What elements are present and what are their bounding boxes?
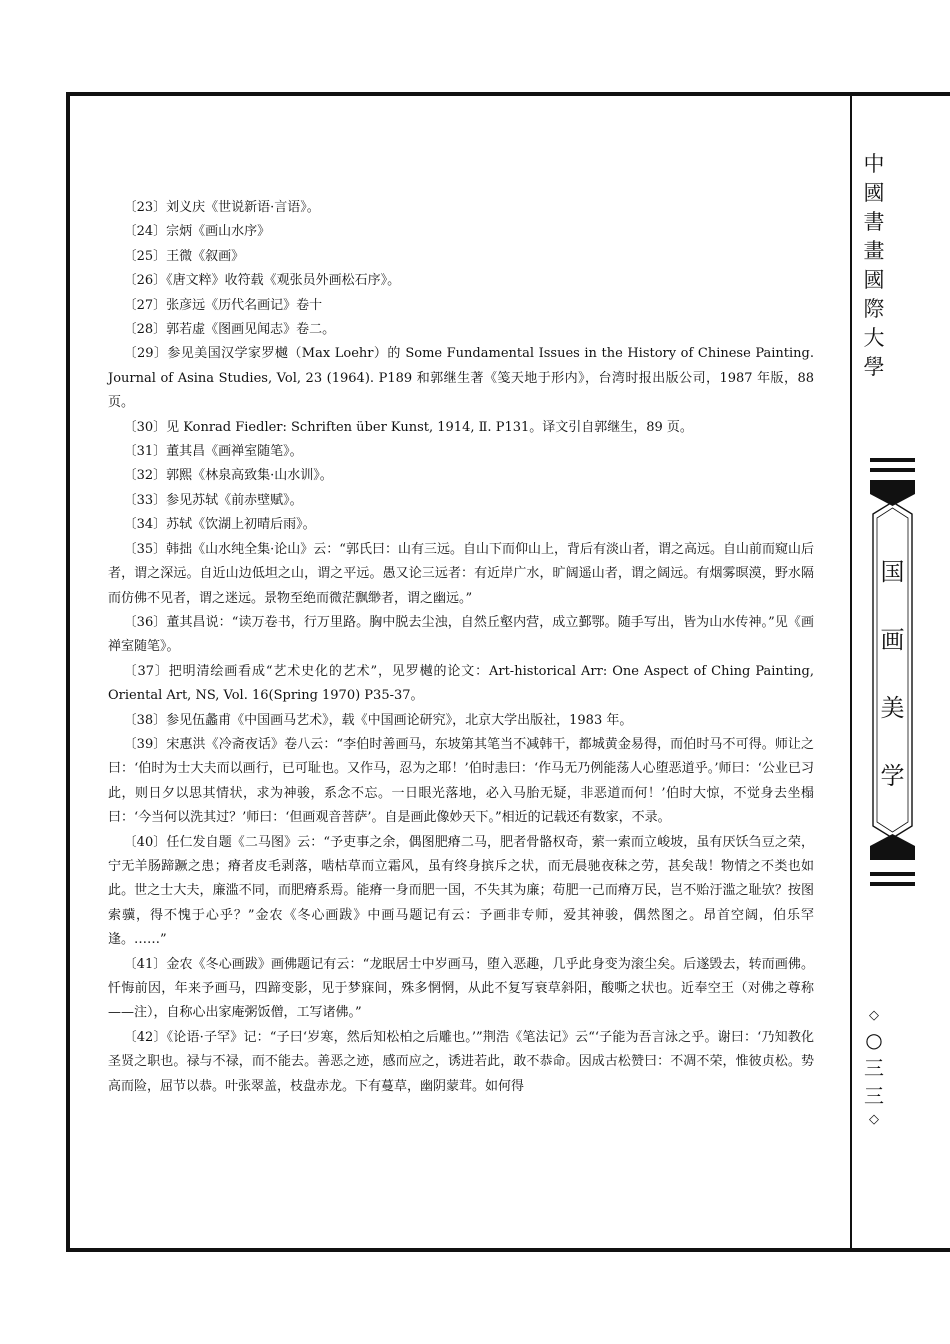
- book-title-panel: [870, 480, 915, 860]
- page-frame-top-border: [66, 92, 950, 96]
- page-number-char: 三: [864, 1056, 884, 1080]
- page-number-char: 三: [864, 1084, 884, 1108]
- endnote-23: 〔23〕刘义庆《世说新语·言语》。: [123, 200, 320, 215]
- endnote-39: 〔39〕宋惠洪《冷斋夜话》卷八云：“李伯时善画马，东坡第其笔当不减韩干，都城黄金易得，而伯时马不可得。师让之曰：‘伯时为士大夫而以画行，已可耻也。又作马，忍为之耶！’伯时恚曰：‘作马无乃例能荡人心堕恶道乎。’师曰：‘公业已习此，则日夕以思其情状，求为神骏，系念不忘。一日眼光落地，必入马胎无疑，非恶道而何！’伯时大惊，不觉身去坐榻曰：‘今当何以洗其过？’师曰：‘但画观音菩萨’。自是画此像妙天下。”相近的记载还有数家，不录。: [108, 736, 814, 826]
- university-char: 畫: [863, 239, 885, 263]
- university-char: 大: [863, 326, 885, 350]
- university-name-vertical: [862, 150, 886, 382]
- title-panel-top-bar: [870, 468, 915, 472]
- endnote-30: 〔30〕见 Konrad Fiedler: Schriften über Kunst, 1914, Ⅱ. P131。译文引自郭继生，89 页。: [123, 419, 693, 435]
- title-panel-bottom-bar: [870, 872, 915, 876]
- page-number: [862, 1006, 886, 1130]
- sidebar-divider-line: [850, 92, 852, 1252]
- endnote-37: 〔37〕把明清绘画看成“艺术史化的艺术”，见罗樾的论文：Art-historical Arr: One Aspect of Ching Painting, Oriental Art, NS, Vol. 16(Spring 1970) P35-37。: [108, 663, 814, 704]
- page-number-char: ○: [865, 1028, 883, 1052]
- university-char: 中: [863, 152, 885, 176]
- book-title-char: 画: [880, 626, 905, 654]
- university-char: 國: [863, 181, 885, 205]
- endnote-35: 〔35〕韩拙《山水纯全集·论山》云：“郭氏曰：山有三远。自山下而仰山上，背后有淡山者，谓之高远。自山前而窥山后者，谓之深远。自近山边低坦之山，谓之平远。愚又论三远者：有近岸广水，旷阔遥山者，谓之阔远。有烟雾暝漠，野水隔而仿佛不见者，谓之迷远。景物至绝而微茫飘缈者，谓之幽远。”: [108, 541, 814, 606]
- endnote-36: 〔36〕董其昌说：“读万卷书，行万里路。胸中脱去尘浊，自然丘壑内营，成立鄞鄂。随手写出，皆为山水传神。”见《画禅室随笔》。: [108, 614, 814, 655]
- diamond-ornament-icon: ◇: [869, 1008, 879, 1023]
- page-frame-left-border: [66, 92, 70, 1252]
- book-title-char: 美: [880, 694, 905, 722]
- endnote-28: 〔28〕郭若虚《图画见闻志》卷二。: [123, 322, 336, 338]
- endnote-25: 〔25〕王微《叙画》: [123, 248, 245, 264]
- endnote-34: 〔34〕苏轼《饮湖上初晴后雨》。: [123, 517, 316, 533]
- diamond-ornament-icon: ◇: [869, 1112, 879, 1127]
- title-panel-bottom-bar: [870, 882, 915, 886]
- endnote-32: 〔32〕郭熙《林泉高致集·山水训》。: [123, 468, 333, 484]
- endnote-33: 〔33〕参见苏轼《前赤壁赋》。: [123, 492, 303, 508]
- endnote-31: 〔31〕董其昌《画禅室随笔》。: [123, 444, 303, 460]
- endnote-42: 〔42〕《论语·子罕》记：“子曰‘岁寒，然后知松柏之后雕也。’”荆浩《笔法记》云“‘子能为吾言泳之乎。谢曰：‘乃知教化圣贤之职也。禄与不禄，而不能去。善恶之迹，感而应之，诱进若此，敢不恭命。因成古松赞曰：不凋不荣，惟彼贞松。势高而险，屈节以恭。叶张翠盖，枝盘赤龙。下有蔓草，幽阴蒙茸。如何得: [108, 1029, 814, 1094]
- university-char: 學: [863, 355, 885, 379]
- endnote-40: 〔40〕任仁发自题《二马图》云：“予吏事之余，偶图肥瘠二马，肥者骨骼权奇，萦一索而立峻坡，虽有厌饫刍豆之荣，宁无羊肠蹄蹶之患；瘠者皮毛剥落，啮枯草而立霜风，虽有终身摈斥之状，而无晨驰夜秣之劳，甚矣哉！物情之不类也如此。世之士大夫，廉滥不同，而肥瘠系焉。能瘠一身而肥一国，不失其为廉；苟肥一己而瘠万民，岂不贻汙滥之耻欤？按图索骥，得不愧于心乎？”金农《冬心画跋》中画马题记有云：予画非专师，爱其神骏，偶然图之。昂首空阔，伯乐罕逢。……”: [108, 834, 814, 948]
- endnotes-body: [108, 196, 814, 1099]
- endnote-24: 〔24〕宗炳《画山水序》: [123, 224, 271, 240]
- endnote-29: 〔29〕参见美国汉学家罗樾（Max Loehr）的 Some Fundamental Issues in the History of Chinese Painting. Journal of Asina Studies, Vol, 23 (1964). P189 和郭继生著《笺天地于形内》，台湾时报出版公司，1987 年版，88 页。: [108, 346, 814, 411]
- endnote-41: 〔41〕金农《冬心画跋》画佛题记有云：“龙眠居士中岁画马，堕入恶趣，几乎此身变为滚尘矣。后遂毁去，转而画佛。忏悔前因，年来予画马，四蹄变影，见于梦寐间，殊多惘惘，从此不复写衰草斜阳，酸嘶之状也。近奉空王（对佛之尊称——注），自称心出家庵粥饭僧，工写诸佛。”: [108, 956, 814, 1021]
- endnote-26: 〔26〕《唐文粹》收符载《观张员外画松石序》。: [123, 273, 401, 289]
- endnote-27: 〔27〕张彦远《历代名画记》卷十: [123, 297, 323, 313]
- university-char: 國: [863, 268, 885, 292]
- book-title-char: 国: [880, 558, 905, 586]
- title-panel-top-bar: [870, 458, 915, 462]
- endnote-38: 〔38〕参见伍蠡甫《中国画马艺术》，载《中国画论研究》，北京大学出版社，1983 年。: [123, 712, 633, 728]
- page-frame-bottom-border: [66, 1248, 950, 1252]
- university-char: 際: [863, 297, 885, 321]
- university-char: 書: [863, 210, 885, 234]
- book-title: [870, 538, 915, 810]
- book-title-char: 学: [880, 762, 905, 790]
